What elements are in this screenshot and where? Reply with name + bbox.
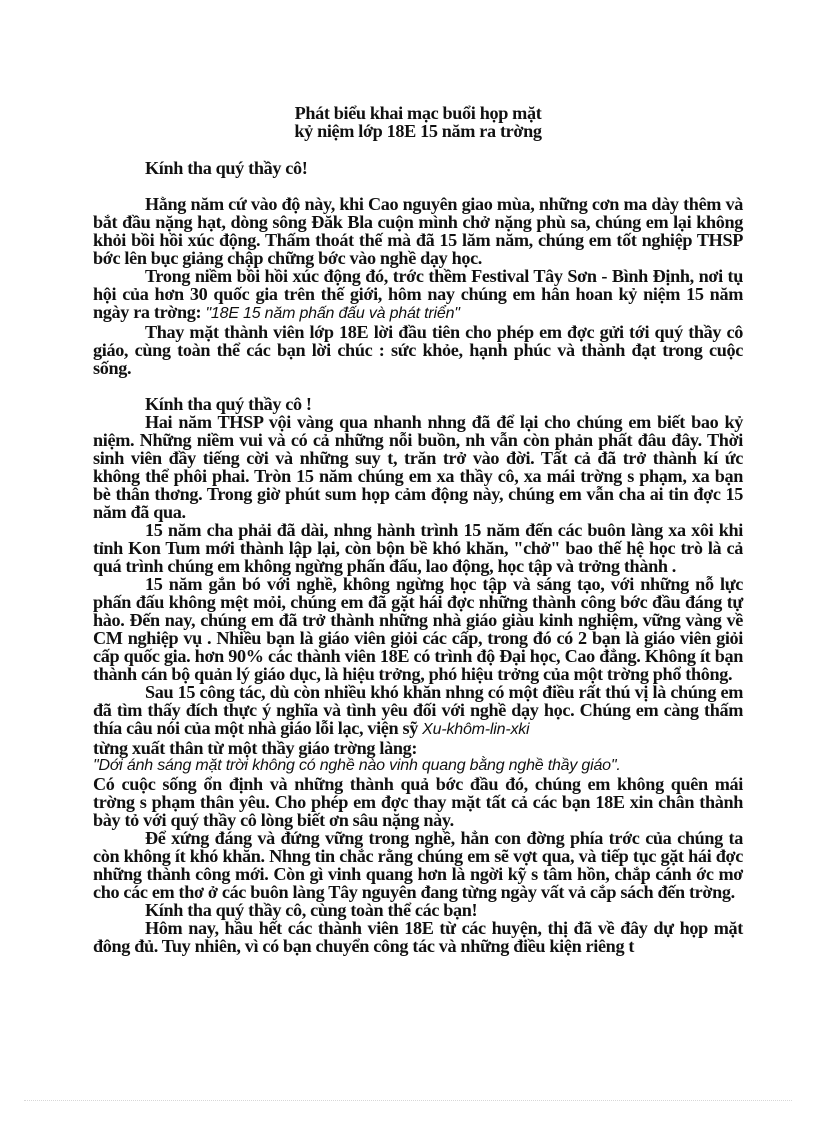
paragraph-5: 15 năm cha phải đã dài, nhng hành trình 15 năm đến các buôn làng xa xôi khi tỉnh Kon Tum mới thành lập lại, còn bộn bề khó khăn, "chở" bao thế hệ học trò là cả quá trình chúng em không ngừng phấn đấu, lao động, học tập và trởng thành . [93,520,743,576]
title-line-2: kỷ niệm lớp 18E 15 năm ra trờng [294,121,542,141]
greeting-3: Kính tha quý thầy cô, cùng toàn thể các bạn! [145,900,478,920]
page-divider [24,1100,792,1101]
paragraph-3: Thay mặt thành viên lớp 18E lời đầu tiên cho phép em đợc gửi tới quý thầy cô giáo, cùng toàn thể các bạn lời chúc : sức khỏe, hạnh phúc và thành đạt trong cuộc sống. [93,322,743,378]
paragraph-8: Có cuộc sống ổn định và những thành quả bớc đầu đó, chúng em không quên mái trờng s phạm thân yêu. Cho phép em đợc thay mặt tất cả các bạn 18E xin chân thành bày tỏ với quý thầy cô lòng biết ơn sâu nặng này. [93,774,743,830]
document-page [93,104,743,955]
document-title [93,104,743,140]
greeting-1: Kính tha quý thầy cô! [145,158,308,178]
greeting-2: Kính tha quý thầy cô ! [145,394,312,414]
quote-2: "Dới ánh sáng mặt trời không có nghề nào vinh quang bằng nghề thầy giáo". [93,757,621,774]
paragraph-4: Hai năm THSP vội vàng qua nhanh nhng đã để lại cho chúng em biết bao kỷ niệm. Những niềm vui và có cả những nỗi buồn, nh vẫn còn phản phất đâu đây. Thời sinh viên đầy tiếng cời và những suy t, trăn trở vào đời. Tất cả đã trở thành kí ức không thể phôi phai. Tròn 15 năm chúng em xa thầy cô, xa mái trờng s phạm, xa bạn bè thân thơng. Trong giờ phút sum họp cảm động này, chúng em vẫn cha ai tin đợc 15 năm đã qua. [93,412,743,522]
paragraph-10: Hôm nay, hầu hết các thành viên 18E từ các huyện, thị đã về đây dự họp mặt đông đủ. Tuy nhiên, vì có bạn chuyển công tác và những điều kiện riêng t [93,918,743,956]
paragraph-2 [93,267,743,323]
paragraph-1: Hằng năm cứ vào độ này, khi Cao nguyên giao mùa, những cơn ma dày thêm và bắt đầu nặng hạt, dòng sông Đăk Bla cuộn mình chở nặng phù sa, chúng em lại không khỏi bồi hồi xúc động. Thấm thoát thế mà đã 15 lăm năm, chúng em tốt nghiệp THSP bớc lên bục giảng chập chững bớc vào nghề dạy học. [93,194,743,268]
paragraph-7-text: Sau 15 công tác, dù còn nhiều khó khăn nhng có một điều rất thú vị là chúng em đã tìm thấy đích thực ý nghĩa và tình yêu đối với nghề dạy học. Chúng em càng thấm thía câu nói của một nhà giáo lỗi lạc, viện sỹ [93,682,743,738]
paragraph-7 [93,683,743,739]
paragraph-9: Để xứng đáng và đứng vững trong nghề, hẳn con đờng phía trớc của chúng ta còn không ít khó khăn. Nhng tin chắc rằng chúng em sẽ vợt qua, và tiếp tục gặt hái đợc những thành công mới. Còn gì vinh quang hơn là ngời kỹ s tâm hồn, chắp cánh ớc mơ cho các em thơ ở các buôn làng Tây nguyên đang từng ngày vất vả cắp sách đến trờng. [93,828,743,902]
paragraph-2-text: Trong niềm bồi hồi xúc động đó, trớc thềm Festival Tây Sơn - Bình Định, nơi tụ hội của hơn 30 quốc gia trên thế giới, hôm nay chúng em hân hoan kỷ niệm 15 năm ngày ra trờng: [93,266,743,322]
paragraph-7-name: Xu-khôm-lin-xki [422,721,530,738]
spacer [93,377,743,395]
paragraph-2-quote: "18E 15 năm phấn đấu và phát triển" [205,305,460,322]
title-line-1: Phát biểu khai mạc buổi họp mặt [294,103,542,123]
paragraph-7-tail: từng xuất thân từ một thầy giáo trờng làng: [93,738,418,758]
paragraph-6: 15 năm gắn bó với nghề, không ngừng học tập và sáng tạo, với những nỗ lực phấn đấu không mệt mỏi, chúng em đã gặt hái đợc những thành công bớc đầu đáng tự hào. Đến nay, chúng em đã trở thành những nhà giáo giàu kinh nghiệm, vững vàng về CM nghiệp vụ . Nhiều bạn là giáo viên giỏi các cấp, trong đó có 2 bạn là giáo viên giỏi cấp quốc gia. hơn 90% các thành viên 18E có trình độ Đại học, Cao đẳng. Không ít bạn thành cán bộ quản lý giáo dục, là hiệu trởng, phó hiệu trởng của một trờng phổ thông. [93,574,743,684]
